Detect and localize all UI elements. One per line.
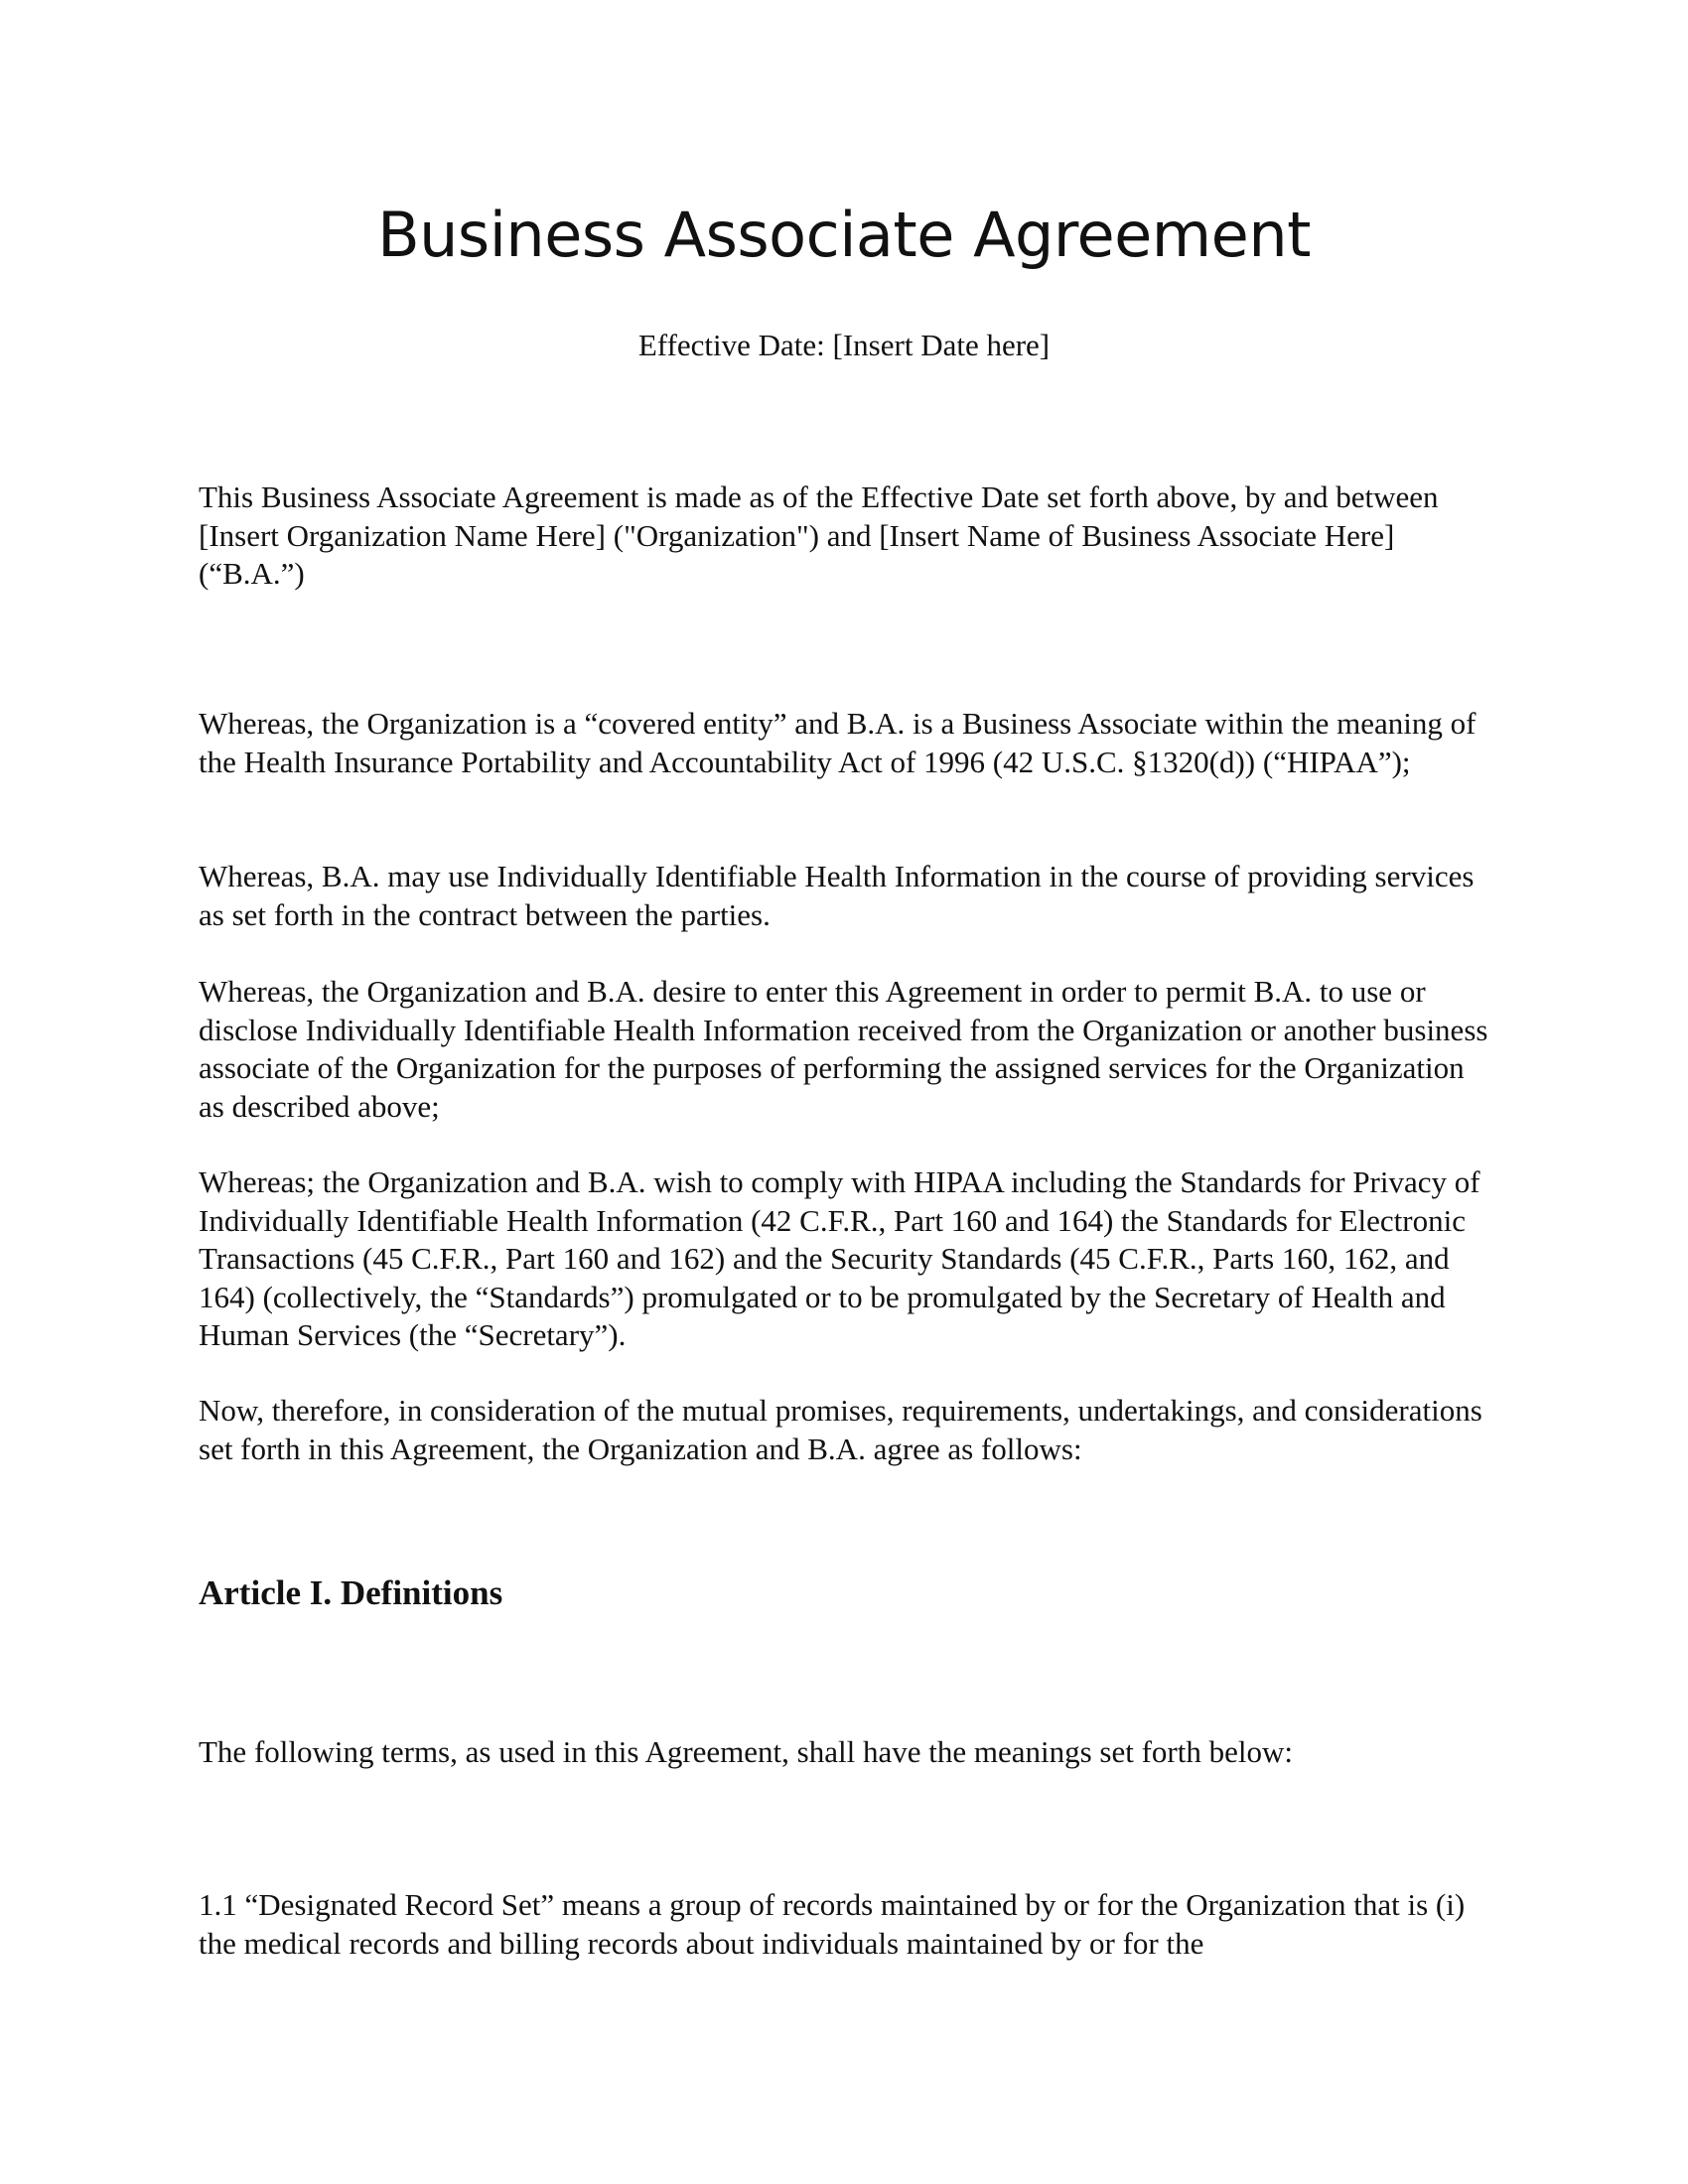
- now-therefore-paragraph: Now, therefore, in consideration of the mutual promises, requirements, undertakings, and considerations set forth in this Agreement, the Organization and B.A. agree as follows:: [199, 1393, 1482, 1466]
- whereas-paragraph-standards: Whereas; the Organization and B.A. wish to comply with HIPAA including the Standards for Privacy of Individually Identifiable Health Information (42 C.F.R., Part 160 and 164) the Standards for Electronic Transactions (45 C.F.R., Part 160 and 162) and the Security Standards (45 C.F.R., Parts 160, 162, and 164) (collectively, the “Standards”) promulgated or to be promulgated by the Secretary of Health and Human Services (the “Secretary”).: [199, 1164, 1480, 1352]
- definition-1-1: 1.1 “Designated Record Set” means a group of records maintained by or for the Organization that is (i) the medical records and billing records about individuals maintained by or for the: [199, 1887, 1466, 1961]
- intro-paragraph: This Business Associate Agreement is made as of the Effective Date set forth above, by and between [Insert Organization Name Here] ("Organization") and [Insert Name of Business Associate Here] (“B.A.”): [199, 479, 1439, 591]
- whereas-paragraph-hipaa: Whereas, the Organization is a “covered entity” and B.A. is a Business Associate within the meaning of the Health Insurance Portability and Accountability Act of 1996 (42 U.S.C. §1320(d)) (“HIPAA”);: [199, 706, 1477, 779]
- whereas-paragraph-disclose: Whereas, the Organization and B.A. desire to enter this Agreement in order to permit B.A. to use or disclose Individually Identifiable Health Information received from the Organization or another business associate of the Organization for the purposes of performing the assigned services for the Organization as described above;: [199, 974, 1488, 1124]
- document-title: Business Associate Agreement: [377, 199, 1311, 271]
- effective-date: Effective Date: [Insert Date here]: [637, 328, 1051, 362]
- definitions-intro: The following terms, as used in this Agreement, shall have the meanings set forth below:: [199, 1734, 1293, 1769]
- article-heading: Article I. Definitions: [199, 1573, 503, 1612]
- whereas-paragraph-services: Whereas, B.A. may use Individually Identifiable Health Information in the course of providing services as set forth in the contract between the parties.: [199, 859, 1475, 932]
